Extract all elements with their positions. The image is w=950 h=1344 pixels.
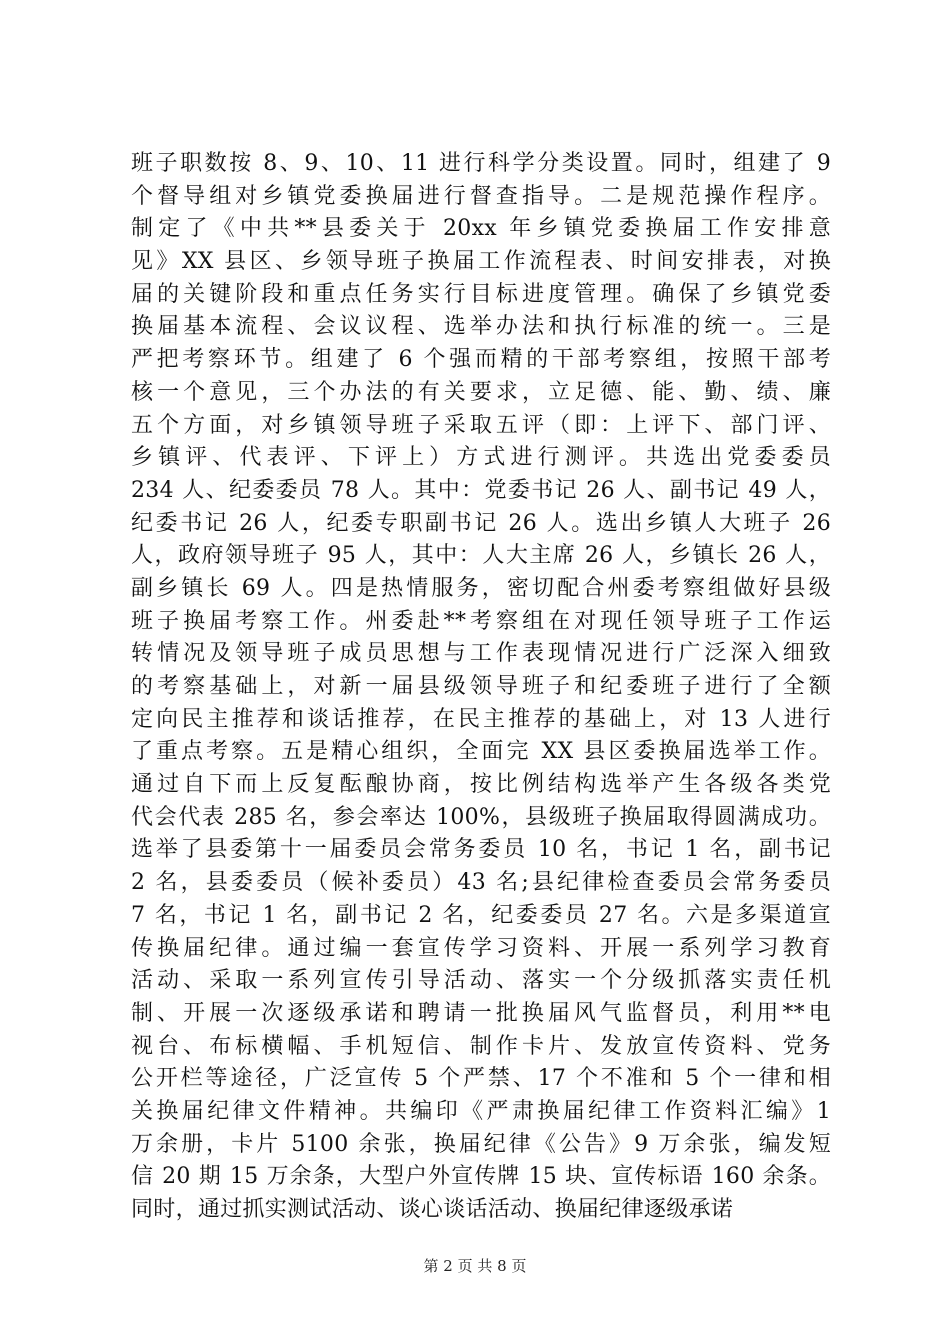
page-number-footer: 第 2 页 共 8 页: [423, 1257, 527, 1275]
text-line: 通过自下而上反复酝酿协商，按比例结构选举产生各级各类党: [131, 772, 831, 798]
body-text: [131, 148, 831, 1227]
text-line: 活动、采取一系列宣传引导活动、落实一个分级抓落实责任机: [131, 968, 831, 994]
text-line: 班子换届考察工作。州委赴**考察组在对现任领导班子工作运: [131, 608, 831, 634]
text-line: 人，政府领导班子 95 人，其中：人大主席 26 人，乡镇长 26 人，: [131, 543, 831, 569]
text-line: 副乡镇长 69 人。四是热情服务，密切配合州委考察组做好县级: [131, 575, 831, 601]
text-line: 万余册，卡片 5100 余张，换届纪律《公告》9 万余张，编发短: [131, 1131, 831, 1157]
text-line: 2 名，县委委员（候补委员）43 名;县纪律检查委员会常务委员: [131, 870, 831, 896]
text-line: 代会代表 285 名，参会率达 100%，县级班子换届取得圆满成功。: [131, 804, 831, 830]
text-line: 五个方面，对乡镇领导班子采取五评（即：上评下、部门评、: [131, 412, 831, 438]
text-line: 同时，通过抓实测试活动、谈心谈话活动、换届纪律逐级承诺: [131, 1197, 734, 1222]
text-line: 234 人、纪委委员 78 人。其中：党委书记 26 人、副书记 49 人，: [131, 477, 831, 503]
text-line: 关换届纪律文件精神。共编印《严肃换届纪律工作资料汇编》1: [131, 1098, 831, 1124]
text-line: 制定了《中共**县委关于 20xx 年乡镇党委换届工作安排意: [131, 216, 831, 242]
text-line: 班子职数按 8、9、10、11 进行科学分类设置。同时，组建了 9: [131, 151, 831, 176]
text-line: 传换届纪律。通过编一套宣传学习资料、开展一系列学习教育: [131, 935, 831, 961]
text-line: 核一个意见，三个办法的有关要求，立足德、能、勤、绩、廉: [131, 379, 831, 405]
text-line: 视台、布标横幅、手机短信、制作卡片、发放宣传资料、党务: [131, 1033, 831, 1059]
text-line: 纪委书记 26 人，纪委专职副书记 26 人。选出乡镇人大班子 26: [131, 510, 831, 536]
text-line: 定向民主推荐和谈话推荐，在民主推荐的基础上，对 13 人进行: [131, 706, 831, 732]
text-line: 信 20 期 15 万余条，大型户外宣传牌 15 块、宣传标语 160 余条。: [131, 1164, 831, 1190]
text-line: 转情况及领导班子成员思想与工作表现情况进行广泛深入细致: [131, 641, 831, 667]
text-line: 届的关键阶段和重点任务实行目标进度管理。确保了乡镇党委: [131, 281, 831, 307]
text-line: 个督导组对乡镇党委换届进行督查指导。二是规范操作程序。: [131, 183, 831, 209]
text-line: 严把考察环节。组建了 6 个强而精的干部考察组，按照干部考: [131, 347, 831, 373]
text-line: 选举了县委第十一届委员会常务委员 10 名，书记 1 名，副书记: [131, 837, 831, 863]
text-line: 乡镇评、代表评、下评上）方式进行测评。共选出党委委员: [131, 445, 831, 471]
text-line: 了重点考察。五是精心组织，全面完 XX 县区委换届选举工作。: [131, 739, 831, 765]
text-line: 公开栏等途径，广泛宣传 5 个严禁、17 个不准和 5 个一律和相: [131, 1066, 831, 1092]
text-line: 制、开展一次逐级承诺和聘请一批换届风气监督员，利用**电: [131, 1000, 831, 1026]
text-line: 的考察基础上，对新一届县级领导班子和纪委班子进行了全额: [131, 674, 831, 699]
text-line: 7 名，书记 1 名，副书记 2 名，纪委委员 27 名。六是多渠道宣: [131, 902, 831, 928]
text-line: 换届基本流程、会议议程、选举办法和执行标准的统一。三是: [131, 314, 831, 340]
text-line: 见》XX 县区、乡领导班子换届工作流程表、时间安排表，对换: [131, 249, 831, 275]
